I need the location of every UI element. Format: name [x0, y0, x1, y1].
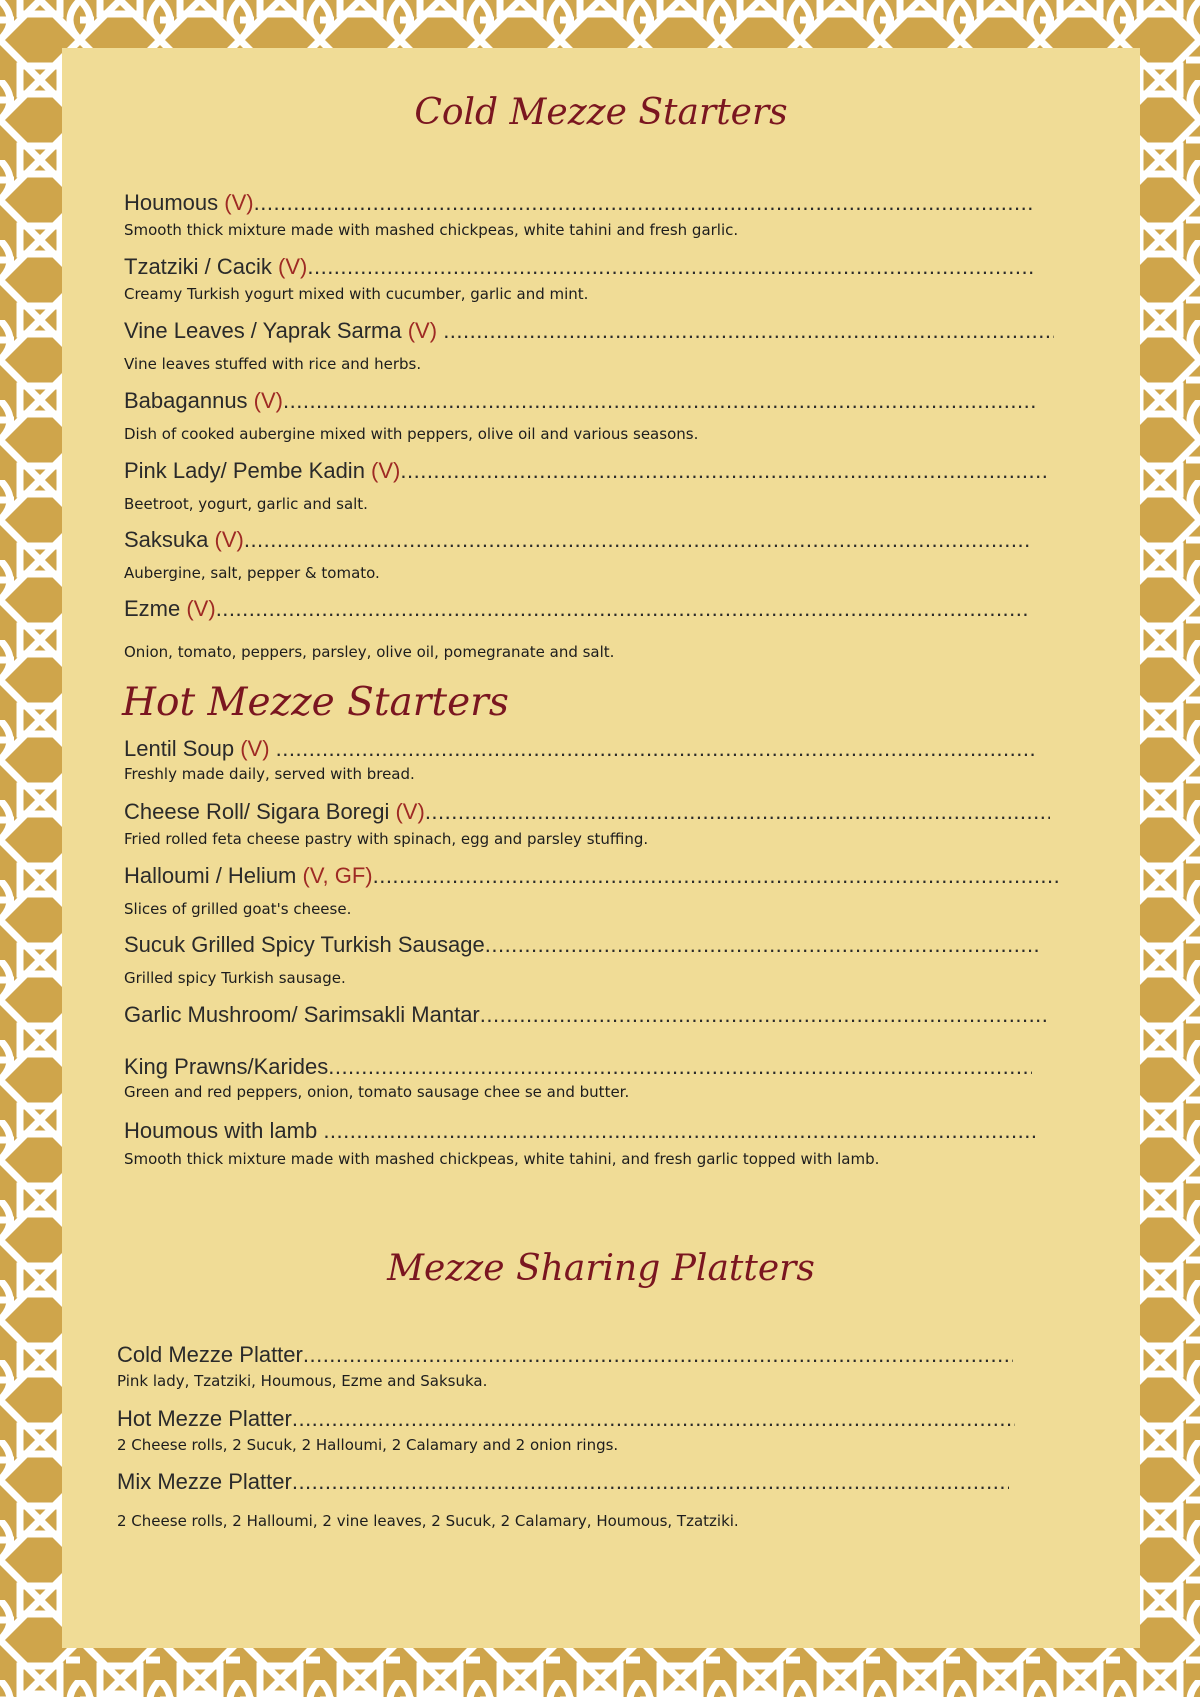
menu-item-cheese-roll	[124, 799, 1050, 825]
item-name: Houmous	[124, 190, 225, 215]
menu-item-tzatziki	[124, 254, 1034, 280]
item-tag: (V)	[253, 388, 283, 413]
item-name: Ezme	[124, 596, 187, 621]
item-description: Freshly made daily, served with bread.	[124, 765, 415, 783]
item-name: Houmous with lamb	[124, 1118, 324, 1143]
item-description: Pink lady, Tzatziki, Houmous, Ezme and Saksuka.	[117, 1372, 488, 1390]
item-description: Grilled spicy Turkish sausage.	[124, 969, 346, 987]
menu-item-halloumi	[124, 863, 1058, 889]
item-name: Cheese Roll/ Sigara Boregi	[124, 799, 396, 824]
item-tag: (V)	[214, 527, 244, 552]
item-tag: (V)	[240, 736, 276, 761]
menu-panel	[62, 48, 1140, 1648]
item-name: Cold Mezze Platter	[117, 1342, 303, 1367]
item-description: Green and red peppers, onion, tomato sausage chee se and butter.	[124, 1083, 630, 1101]
item-name: Lentil Soup	[124, 736, 241, 761]
menu-item-sucuk	[124, 932, 1038, 958]
item-name: Mix Mezze Platter	[117, 1469, 292, 1494]
menu-item-cold-platter	[117, 1342, 1013, 1368]
menu-item-saksuka	[124, 527, 1030, 553]
menu-item-mix-platter	[117, 1469, 1009, 1495]
hot-section-title: Hot Mezze Starters	[122, 680, 509, 725]
item-name: Babagannus	[124, 388, 254, 413]
item-tag: (V)	[278, 254, 308, 279]
item-name: Tzatziki / Cacik	[124, 254, 279, 279]
item-tag: (V)	[224, 190, 254, 215]
menu-item-vine-leaves	[124, 318, 1054, 344]
item-tag: (V)	[186, 596, 216, 621]
item-description: Smooth thick mixture made with mashed chickpeas, white tahini and fresh garlic.	[124, 221, 739, 239]
item-description: Fried rolled feta cheese pastry with spinach, egg and parsley stuffing.	[124, 830, 649, 848]
item-name: King Prawns/Karides	[124, 1054, 329, 1079]
item-name: Vine Leaves / Yaprak Sarma	[124, 318, 408, 343]
item-name: Halloumi / Helium	[124, 863, 303, 888]
item-name: Sucuk Grilled Spicy Turkish Sausage	[124, 932, 485, 957]
menu-item-hot-platter	[117, 1406, 1015, 1432]
item-tag: (V)	[371, 458, 401, 483]
menu-item-garlic-mushroom	[124, 1002, 1048, 1028]
item-name: Saksuka	[124, 527, 215, 552]
menu-item-king-prawns	[124, 1054, 1032, 1080]
menu-item-houmous	[124, 190, 1034, 216]
menu-item-lentil-soup	[124, 736, 1036, 762]
cold-section-title: Cold Mezze Starters	[414, 92, 788, 133]
item-description: 2 Cheese rolls, 2 Sucuk, 2 Halloumi, 2 Calamary and 2 onion rings.	[117, 1436, 619, 1454]
item-description: Smooth thick mixture made with mashed chickpeas, white tahini, and fresh garlic topped with lamb.	[124, 1150, 880, 1168]
menu-item-babagannus	[124, 388, 1036, 414]
item-name: Pink Lady/ Pembe Kadin	[124, 458, 372, 483]
item-description: Slices of grilled goat's cheese.	[124, 900, 352, 918]
platters-section-title: Mezze Sharing Platters	[387, 1248, 815, 1289]
menu-item-houmous-with-lamb	[124, 1118, 1036, 1144]
item-tag: (V)	[395, 799, 425, 824]
menu-item-pink-lady	[124, 458, 1050, 484]
item-name: Garlic Mushroom/ Sarimsakli Mantar	[124, 1002, 480, 1027]
item-name: Hot Mezze Platter	[117, 1406, 292, 1431]
item-description: Aubergine, salt, pepper & tomato.	[124, 564, 380, 582]
item-description: Vine leaves stuffed with rice and herbs.	[124, 355, 422, 373]
menu-item-ezme	[124, 596, 1030, 622]
item-tag: (V)	[407, 318, 444, 343]
item-description: Onion, tomato, peppers, parsley, olive oil, pomegranate and salt.	[124, 643, 615, 661]
item-description: Beetroot, yogurt, garlic and salt.	[124, 495, 368, 513]
item-description: 2 Cheese rolls, 2 Halloumi, 2 vine leaves, 2 Sucuk, 2 Calamary, Houmous, Tzatziki.	[117, 1512, 739, 1530]
item-description: Creamy Turkish yogurt mixed with cucumber, garlic and mint.	[124, 285, 589, 303]
item-tag: (V, GF)	[302, 863, 373, 888]
item-description: Dish of cooked aubergine mixed with peppers, olive oil and various seasons.	[124, 425, 699, 443]
